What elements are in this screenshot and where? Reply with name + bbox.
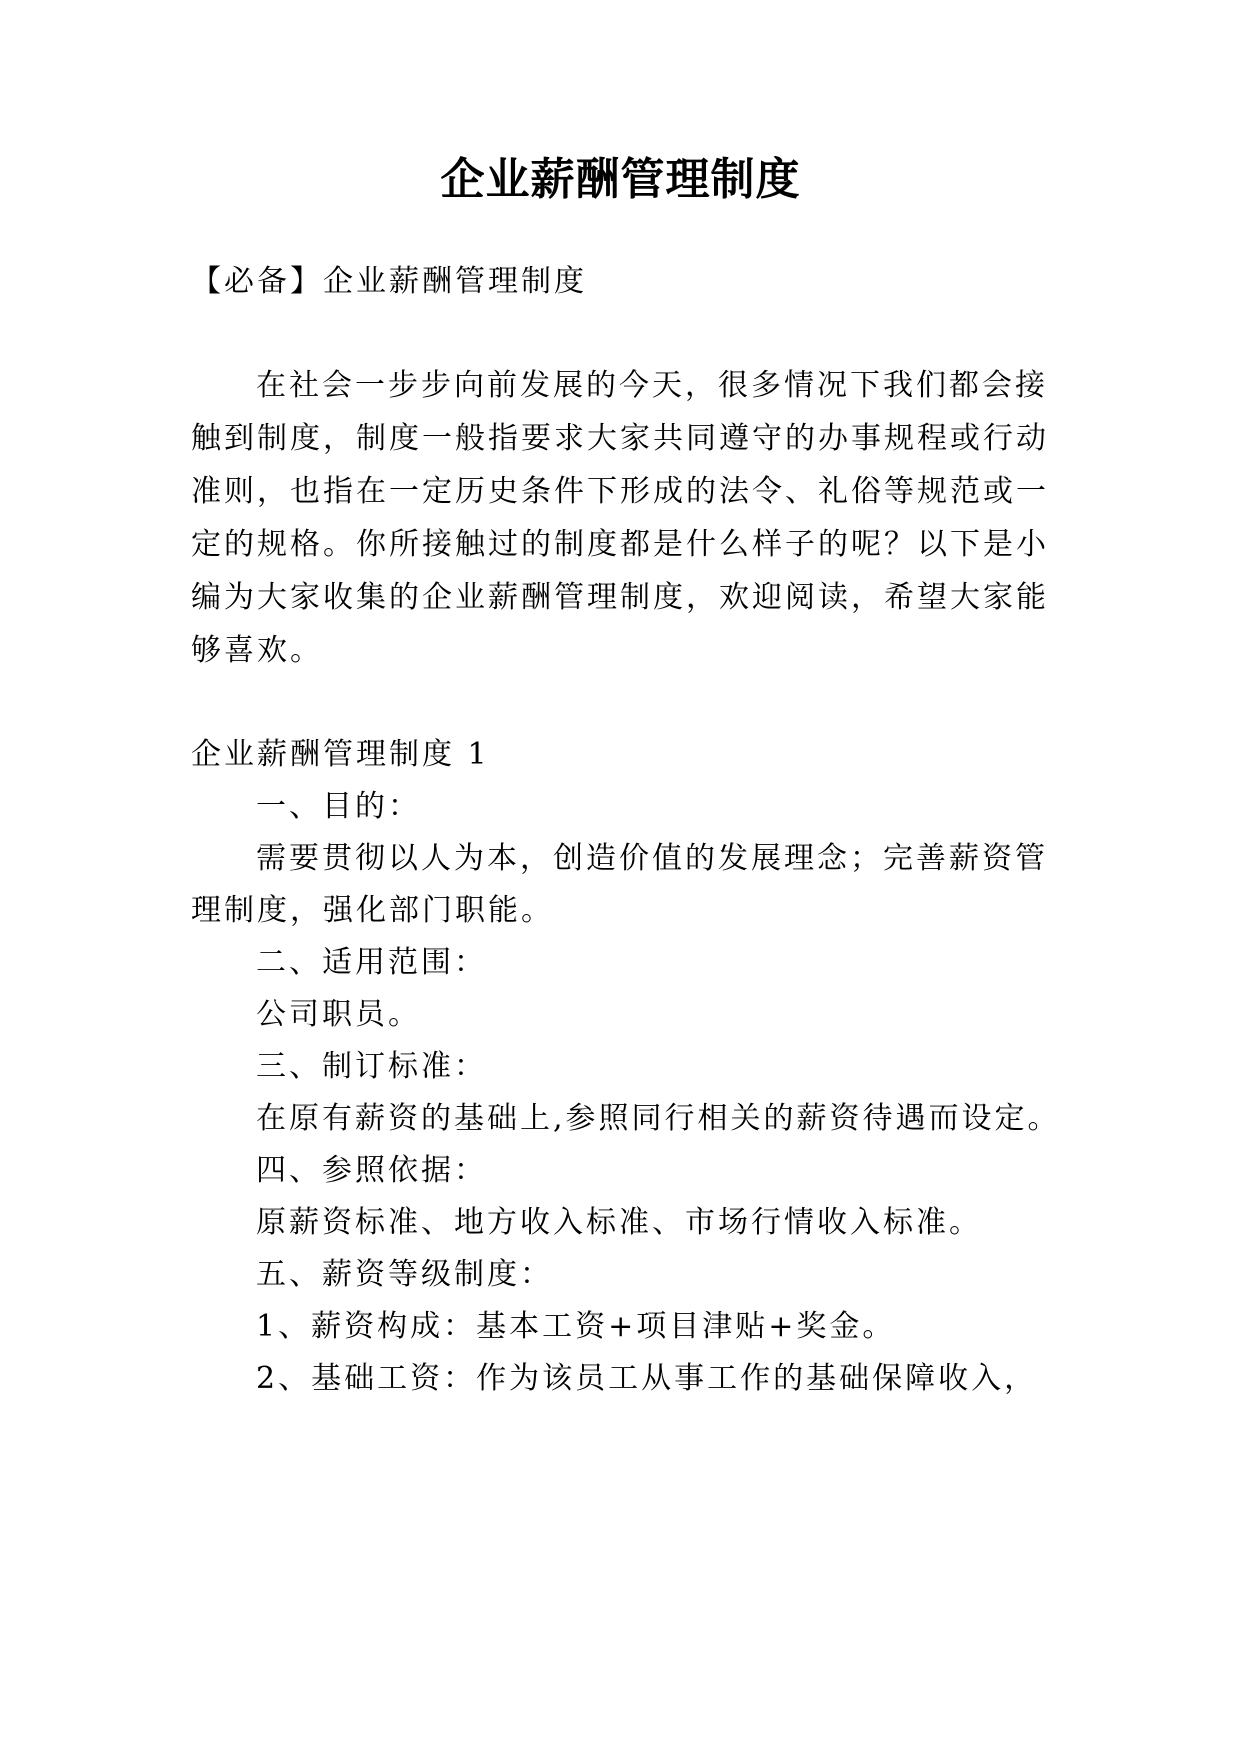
section-line: 四、参照依据： [256,1153,487,1188]
section-heading: 企业薪酬管理制度 1 [191,737,490,772]
section-line: 1、薪资构成：基本工资+项目津贴+奖金。 [256,1309,896,1344]
section-line: 三、制订标准： [256,1049,487,1084]
section-line: 需要贯彻以人为本，创造价值的发展理念；完善薪资管 [256,841,1048,876]
intro-line: 触到制度，制度一般指要求大家共同遵守的办事规程或行动 [191,421,1049,456]
section-line: 二、适用范围： [256,945,487,980]
intro-line: 定的规格。你所接触过的制度都是什么样子的呢？以下是小 [191,527,1049,562]
intro-line: 编为大家收集的企业薪酬管理制度，欢迎阅读，希望大家能 [191,580,1049,615]
document-title: 企业薪酬管理制度 [440,154,801,205]
intro-line: 够喜欢。 [191,633,323,668]
intro-line: 在社会一步步向前发展的今天，很多情况下我们都会接 [256,368,1048,403]
section-line: 一、目的： [256,789,421,824]
section-line: 理制度，强化部门职能。 [191,893,554,928]
section-line: 公司职员。 [256,997,421,1032]
section-line: 原薪资标准、地方收入标准、市场行情收入标准。 [256,1205,982,1240]
document-subtitle: 【必备】企业薪酬管理制度 [191,264,587,299]
section-line: 2、基础工资：作为该员工从事工作的基础保障收入， [256,1361,1038,1396]
section-line: 在原有薪资的基础上,参照同行相关的薪资待遇而设定。 [256,1101,1061,1136]
section-line: 五、薪资等级制度： [256,1257,553,1292]
intro-line: 准则，也指在一定历史条件下形成的法令、礼俗等规范或一 [191,474,1049,509]
